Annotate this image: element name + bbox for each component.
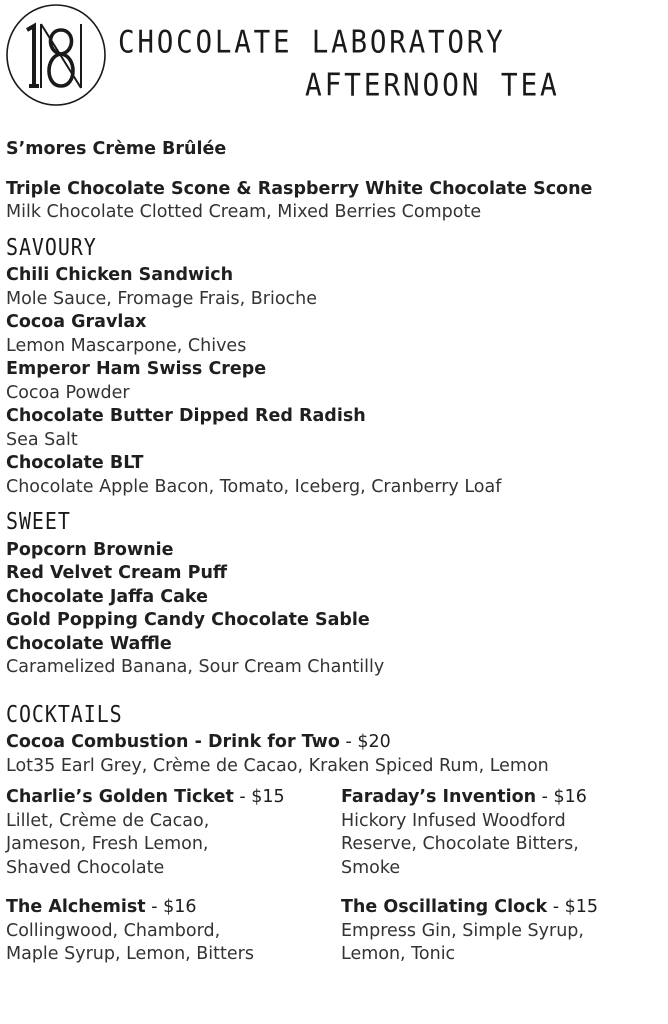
cocktail-desc-line: Jameson, Fresh Lemon, — [6, 834, 209, 854]
cocktail-desc-line: Shaved Chocolate — [6, 857, 165, 878]
cocktail-desc-line: Collingwood, Chambord, — [6, 920, 221, 941]
cocktail-desc-line: Empress Gin, Simple Syrup, — [341, 920, 584, 941]
cocktail-row-2 — [6, 896, 656, 967]
section-heading-cocktails: COCKTAILS — [6, 700, 123, 727]
cocktail-alchemist — [6, 896, 341, 967]
cocktail-price: - $20 — [339, 732, 391, 752]
section-heading-savoury: SAVOURY — [6, 233, 97, 260]
menu-item-name: Chocolate Jaffa Cake — [6, 586, 208, 607]
menu-item-desc: Mole Sauce, Fromage Frais, Brioche — [6, 288, 318, 309]
cocktail-faraday — [341, 786, 656, 880]
menu-item-desc: Milk Chocolate Clotted Cream, Mixed Berries Compote — [6, 202, 482, 222]
cocktail-desc-line: Smoke — [341, 857, 401, 878]
cocktail-name: Faraday’s Invention — [341, 787, 537, 807]
menu-item-name: Chocolate Waffle — [6, 633, 172, 654]
cocktail-desc: Lot35 Earl Grey, Crème de Cacao, Kraken Spiced Rum, Lemon — [6, 755, 549, 776]
cocktail-desc-line: Lillet, Crème de Cacao, — [6, 810, 210, 831]
title-line-2: AFTERNOON TEA — [305, 67, 560, 104]
cocktail-price: - $16 — [145, 897, 197, 917]
menu-item-name: Chocolate BLT — [6, 453, 144, 473]
cocktail-desc-line: Maple Syrup, Lemon, Bitters — [6, 944, 254, 964]
cocktail-charlie — [6, 786, 341, 880]
menu-item-desc: Sea Salt — [6, 429, 78, 450]
menu-item-desc: Chocolate Apple Bacon, Tomato, Iceberg, Cranberry Loaf — [6, 476, 502, 497]
menu-item-desc: Cocoa Powder — [6, 382, 130, 403]
menu-item-desc: Lemon Mascarpone, Chives — [6, 335, 247, 356]
menu-item-name: Chili Chicken Sandwich — [6, 265, 234, 285]
cocktail-name: The Oscillating Clock — [341, 897, 548, 917]
cocktail-name: Cocoa Combustion - Drink for Two — [6, 732, 340, 752]
menu-item-name: Gold Popping Candy Chocolate Sable — [6, 610, 370, 630]
menu-item-name: Cocoa Gravlax — [6, 312, 147, 332]
menu-item-name: Triple Chocolate Scone & Raspberry White Chocolate Scone — [6, 178, 593, 199]
menu-item-name: Chocolate Butter Dipped Red Radish — [6, 406, 366, 426]
section-heading-sweet: SWEET — [6, 507, 71, 535]
cocktail-price: - $16 — [536, 787, 587, 807]
cocktail-desc-line: Lemon, Tonic — [341, 944, 456, 964]
cocktail-desc-line: Hickory Infused Woodford — [341, 810, 566, 831]
menu-content — [6, 138, 656, 967]
cocktail-price: - $15 — [547, 897, 598, 917]
title-line-1: CHOCOLATE LABORATORY — [118, 24, 506, 61]
menu-item-name: Red Velvet Cream Puff — [6, 563, 228, 583]
cocktail-price: - $15 — [233, 787, 285, 807]
cocktail-name: The Alchemist — [6, 897, 146, 917]
cocktail-desc-line: Reserve, Chocolate Bitters, — [341, 834, 579, 854]
cocktail-featured — [6, 731, 656, 755]
menu-item-name: S’mores Crème Brûlée — [6, 139, 227, 159]
cocktail-name: Charlie’s Golden Ticket — [6, 787, 234, 807]
cocktail-row-1 — [6, 786, 656, 880]
18-monogram-logo-icon — [3, 2, 109, 108]
cocktail-clock — [341, 896, 656, 967]
menu-item-name: Popcorn Brownie — [6, 539, 174, 560]
menu-item-desc: Caramelized Banana, Sour Cream Chantilly — [6, 657, 385, 677]
menu-item-name: Emperor Ham Swiss Crepe — [6, 359, 267, 379]
